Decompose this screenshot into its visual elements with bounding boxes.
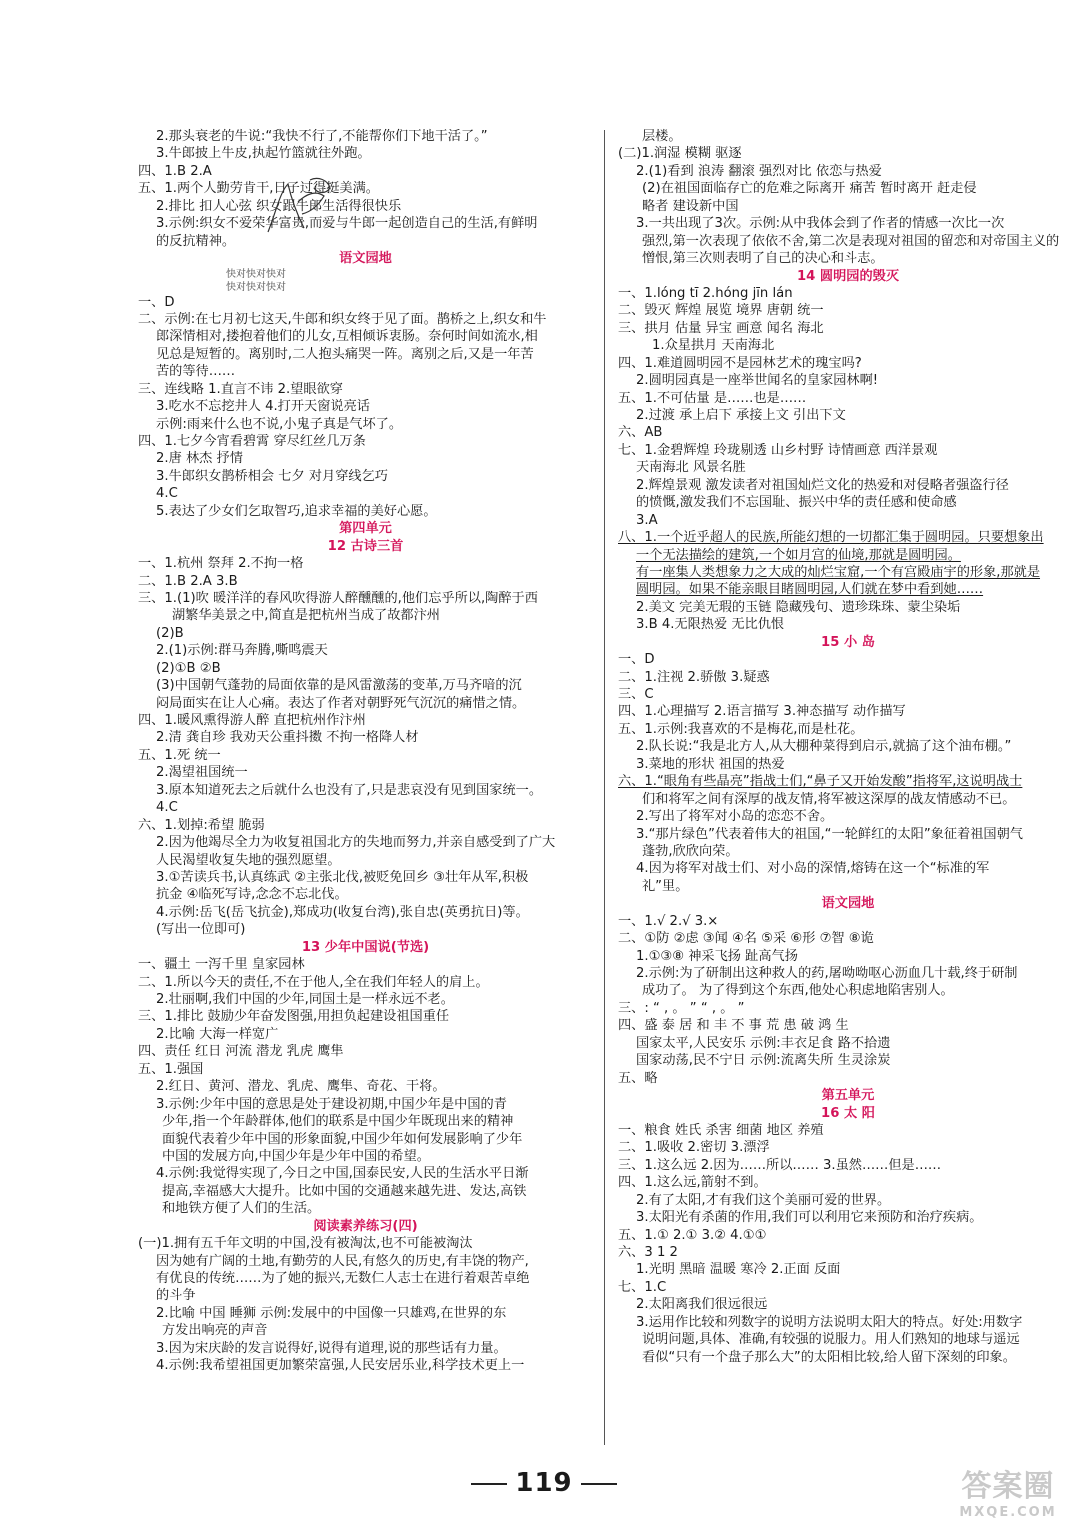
section-heading: 语文园地 — [821, 896, 875, 912]
underlined-text: 圆明园。如果不能亲眼目睹圆明园,人们就在梦中看到她…… — [636, 582, 984, 598]
right-answer-line: 2.(1)看到 浪涛 翻滚 强烈对比 依恋与热爱 — [636, 163, 882, 179]
right-answer-line: 五、略 — [618, 1070, 658, 1086]
right-answer-line: 1.众星拱月 天南海北 — [652, 338, 775, 354]
left-answer-line: 2.清 龚自珍 我劝天公重抖擞 不拘一格降人材 — [156, 730, 419, 746]
left-answer-line: 2.渴望祖国统一 — [156, 765, 248, 781]
handwritten-note: 快对快对快对 — [226, 268, 286, 280]
left-answer-line: 二、1.所以今天的责任,不在于他人,全在我们年轻人的肩上。 — [138, 974, 489, 990]
right-answer-line: 2.美文 完美无瑕的玉链 隐藏残句、遗珍珠珠、蒙尘染垢 — [636, 599, 961, 615]
right-answer-line: 五、1.不可估量 是……也是…… — [618, 390, 807, 406]
right-answer-line: (2)在祖国面临存亡的危难之际离开 痛苦 暂时离开 赶走侵 — [642, 181, 977, 197]
right-answer-line: 看似“只有一个盘子那么大”的太阳相比较,给人留下深刻的印象。 — [642, 1349, 1016, 1365]
right-answer-line: 五、1.① 2.① 3.② 4.①① — [618, 1227, 767, 1243]
left-answer-line: 提高,幸福感大大提升。比如中国的交通越来越先进、发达,高铁 — [162, 1183, 527, 1199]
right-answer-line: 四、1.难道圆明园不是园林艺术的瑰宝吗? — [618, 355, 862, 371]
left-answer-line: 三、连线略 1.直言不讳 2.望眼欲穿 — [138, 381, 343, 397]
left-answer-line: 二、1.B 2.A 3.B — [138, 573, 238, 589]
section-heading: 语文园地 — [339, 251, 392, 267]
left-answer-line: 二、示例:在七月初七这天,牛郎和织女终于见了面。鹊桥之上,织女和牛 — [138, 311, 547, 327]
right-answer-line: 3.“那片绿色”代表着伟大的祖国,“一轮鲜红的太阳”象征着祖国朝气 — [636, 826, 1023, 842]
right-answer-line: 六、3 1 2 — [618, 1245, 678, 1260]
right-answer-line: 3.A — [636, 512, 658, 528]
left-answer-line: 3.①苦读兵书,认真练武 ②主张北伐,被贬免回乡 ③壮年从军,积极 — [156, 869, 529, 885]
left-answer-line: 3.示例:少年中国的意思是处于建设初期,中国少年是中国的青 — [156, 1096, 507, 1112]
left-answer-line: 见总是短暂的。离别时,二人抱头痛哭一阵。离别之后,又是一年苦 — [156, 346, 534, 362]
right-answer-line: 二、①防 ②虑 ③闻 ④名 ⑤采 ⑥形 ⑦智 ⑧诡 — [618, 931, 874, 947]
left-answer-line: 4.示例:我希望祖国更加繁荣富强,人民安居乐业,科学技术更上一 — [156, 1358, 525, 1374]
left-answer-line: 五、1.两个人勤劳肯干,日子过得挺美满。 — [138, 181, 379, 197]
left-answer-line: 2.红日、黄河、潜龙、乳虎、鹰隼、奇花、干将。 — [156, 1079, 446, 1095]
left-answer-line: 示例:雨来什么也不说,小鬼子真是气坏了。 — [156, 416, 403, 432]
left-answer-line: 的斗争 — [156, 1288, 196, 1304]
right-answer-line: 成功了。 为了得到这个东西,他处心积虑地陷害别人。 — [642, 983, 954, 999]
left-answer-line: 2.壮丽啊,我们中国的少年,同国土是一样永远不老。 — [156, 992, 454, 1007]
left-answer-column — [138, 128, 593, 1375]
left-answer-line: 一、1.杭州 祭拜 2.不拘一格 — [138, 556, 304, 572]
left-answer-line: 2.唐 林杰 抒情 — [156, 451, 243, 467]
section-heading: 16 太 阳 — [821, 1105, 875, 1121]
right-answer-line: 三、1.这么远 2.因为……所以…… 3.虽然……但是…… — [618, 1157, 942, 1173]
left-answer-line: 一、D — [138, 294, 175, 310]
right-answer-line: 3.菜地的形状 祖国的热爱 — [636, 756, 785, 772]
right-answer-line: 2.队长说:“我是北方人,从大棚种菜得到启示,就搞了这个油布棚。” — [636, 739, 1012, 755]
right-answer-line: 2.有了太阳,才有我们这个美丽可爱的世界。 — [636, 1192, 891, 1208]
left-answer-line: (2)①B ②B — [156, 660, 221, 676]
left-answer-line: 苦的等待…… — [156, 364, 236, 380]
left-answer-line: 3.原本知道死去之后就什么也没有了,只是悲哀没有见到国家统一。 — [156, 782, 543, 798]
right-answer-line: 2.辉煌景观 激发读者对祖国灿烂文化的热爱和对侵略者强盗行径 — [636, 477, 1009, 493]
left-answer-line: 四、1.暖风熏得游人醉 直把杭州作汴州 — [138, 713, 366, 728]
right-answer-line: 二、毁灭 辉煌 展览 境界 唐朝 统一 — [618, 303, 824, 319]
left-answer-line: 4.C — [156, 800, 178, 816]
left-answer-line: 闷局面实在让人心痛。表达了作者对朝野死气沉沉的痛惜之情。 — [156, 695, 526, 711]
left-answer-line: 一、疆土 一泻千里 皇家园林 — [138, 957, 305, 973]
left-answer-line: (一)1.拥有五千年文明的中国,没有被淘汰,也不可能被淘汰 — [138, 1236, 473, 1252]
right-answer-line: 四、盛 泰 居 和 丰 不 事 荒 患 破 鸿 生 — [618, 1018, 849, 1034]
left-answer-line: 4.示例:岳飞(岳飞抗金),郑成功(收复台湾),张自忠(英勇抗日)等。 — [156, 904, 529, 920]
right-answer-line — [618, 529, 1078, 546]
right-answer-line: 二、1.注视 2.骄傲 3.疑惑 — [618, 669, 770, 685]
right-answer-line: 憎恨,第三次则表明了自己的决心和斗志。 — [642, 251, 884, 267]
watermark-line1: 答案圈 — [961, 1469, 1055, 1504]
right-answer-line: 1.①③⑧ 神采飞扬 趾高气扬 — [636, 948, 798, 964]
left-answer-line: 3.因为宋庆龄的发言说得好,说得有道理,说的那些话有力量。 — [156, 1340, 507, 1356]
right-answer-line: 3.运用作比较和列数字的说明方法说明太阳大的特点。好处:用数字 — [636, 1314, 1023, 1330]
right-answer-line — [618, 773, 1078, 790]
left-answer-line: 2.因为他竭尽全力为收复祖国北方的失地而努力,并亲自感受到了广大 — [156, 835, 556, 851]
underlined-text: 有一座集人类想象力之大成的灿烂宝窟,一个有宫殿庙宇的形象,那就是 — [636, 564, 1041, 580]
left-answer-line: 因为她有广阔的土地,有勤劳的人民,有悠久的历史,有丰饶的物产, — [156, 1253, 529, 1269]
section-heading: 第五单元 — [821, 1088, 875, 1104]
right-answer-line: 3.一共出现了3次。示例:从中我体会到了作者的情感一次比一次 — [636, 216, 1005, 232]
left-answer-line: 3.示例:织女不爱荣华富贵,而爱与牛郎一起创造自己的生活,有鲜明 — [156, 216, 538, 232]
page-number — [0, 1468, 1088, 1498]
left-answer-line: 抗金 ④临死写诗,念念不忘北伐。 — [156, 887, 348, 903]
right-answer-line: 六、AB — [618, 425, 663, 441]
section-heading: 13 少年中国说(节选) — [301, 939, 430, 955]
left-answer-line: 3.吃水不忘挖井人 4.打开天窗说亮话 — [156, 399, 370, 415]
right-answer-line — [618, 547, 1078, 564]
right-answer-line: 五、1.示例:我喜欢的不是梅花,而是杜花。 — [618, 721, 864, 737]
left-answer-line: 面貌代表着少年中国的形象面貌,中国少年如何发展影响了少年 — [162, 1131, 523, 1147]
right-answer-line: 天南海北 风景名胜 — [636, 460, 746, 476]
left-answer-line: 少年,指一个年龄群体,他们的联系是中国少年既现出来的精神 — [162, 1114, 514, 1130]
right-answer-line: 三、C — [618, 687, 654, 702]
left-answer-line: 2.(1)示例:群马奔腾,嘶鸣震天 — [156, 643, 328, 659]
right-answer-line: 2.圆明园真是一座举世闻名的皇家园林啊! — [636, 373, 879, 389]
section-heading: 第四单元 — [339, 521, 392, 537]
right-answer-line: 2.过渡 承上启下 承接上文 引出下文 — [636, 408, 846, 423]
left-answer-line: 4.C — [156, 486, 178, 502]
left-answer-line: 方发出响亮的声音 — [162, 1323, 268, 1339]
left-answer-line: 5.表达了少女们乞取智巧,追求幸福的美好心愿。 — [156, 503, 437, 519]
right-answer-line: 七、1.金碧辉煌 玲珑剔透 山乡村野 诗情画意 西洋景观 — [618, 442, 938, 458]
left-answer-line: 四、1.B 2.A — [138, 163, 212, 179]
right-answer-line: 层楼。 — [642, 129, 682, 144]
right-answer-line: 4.因为将军对战士们、对小岛的深情,熔铸在这一个“标准的军 — [636, 861, 990, 877]
right-answer-line: 3.B 4.无限热爱 无比仇恨 — [636, 617, 785, 633]
left-answer-line: (3)中国朝气蓬勃的局面依靠的是风雷激荡的变革,万马齐喑的沉 — [156, 678, 522, 694]
right-answer-line: 略者 建设新中国 — [642, 198, 739, 214]
left-answer-line: 3.牛郎披上牛皮,执起竹篮就往外跑。 — [156, 146, 371, 162]
left-answer-line: 六、1.划掉:希望 脆弱 — [138, 817, 265, 833]
left-answer-line: 三、1.排比 鼓励少年奋发图强,用担负起建设祖国重任 — [138, 1009, 450, 1025]
right-answer-line: 2.太阳离我们很远很远 — [636, 1297, 768, 1313]
section-heading: 阅读素养练习(四) — [313, 1218, 418, 1234]
left-answer-line: 有优良的传统……为了她的振兴,无数仁人志士在进行着艰苦卓绝 — [156, 1271, 530, 1286]
left-answer-line: 和地铁方便了人们的生活。 — [162, 1201, 321, 1217]
page-number-dash-left — [471, 1483, 507, 1485]
right-answer-line: 国家太平,人民安乐 示例:丰衣足食 路不拾遗 — [636, 1035, 891, 1051]
right-answer-line: 四、1.心理描写 2.语言描写 3.神态描写 动作描写 — [618, 704, 906, 720]
right-answer-column — [618, 128, 1078, 1366]
section-heading: 15 小 岛 — [821, 634, 875, 650]
right-answer-line: 1.光明 黑暗 温暖 寒冷 2.正面 反面 — [636, 1262, 841, 1278]
right-answer-line: 一、1.lóng tī 2.hóng jīn lán — [618, 285, 793, 301]
right-answer-line: 2.写出了将军对小岛的恋恋不舍。 — [636, 809, 834, 825]
right-answer-line — [618, 581, 1078, 598]
right-answer-line: 七、1.C — [618, 1279, 667, 1295]
underlined-text: 六、1.“眼角有些晶亮”指战士们,“鼻子又开始发酸”指将军,这说明战士 — [618, 774, 1023, 790]
right-answer-line: 三、拱月 估量 异宝 画意 闻名 海北 — [618, 320, 824, 336]
left-answer-line: 四、1.七夕今宵看碧霄 穿尽红丝几万条 — [138, 434, 366, 449]
right-answer-line: 国家动荡,民不宁日 示例:流离失所 生灵涂炭 — [636, 1053, 891, 1069]
handwritten-scribble — [258, 172, 338, 242]
right-answer-line: 礼”里。 — [642, 878, 689, 894]
section-heading: 12 古诗三首 — [327, 538, 404, 554]
right-answer-line — [618, 564, 1078, 581]
left-answer-line: 人民渴望收复失地的强烈愿望。 — [156, 852, 341, 868]
left-answer-line: 三、1.(1)吹 暖洋洋的春风吹得游人醉醺醺的,他们忘乎所以,陶醉于西 — [138, 590, 538, 606]
right-answer-line: 们和将军之间有深厚的战友情,将军被这深厚的战友情感动不已。 — [642, 791, 1016, 807]
right-answer-line: 2.示例:为了研制出这种救人的药,屠呦呦呕心沥血几十载,终于研制 — [636, 966, 1018, 981]
left-answer-line: 2.比喻 中国 睡狮 示例:发展中的中国像一只雄鸡,在世界的东 — [156, 1305, 507, 1321]
right-answer-line: 二、1.吸收 2.密切 3.漂浮 — [618, 1140, 770, 1156]
page-number-dash-right — [581, 1483, 617, 1485]
right-answer-line: 强烈,第一次表现了依依不舍,第二次是表现对祖国的留恋和对帝国主义的 — [642, 233, 1060, 249]
right-answer-line: 说明问题,具体、准确,有较强的说服力。用人们熟知的地球与遥远 — [642, 1332, 1020, 1348]
underlined-text: 一个无法描绘的建筑,一个如月宫的仙境,那就是圆明园。 — [636, 547, 961, 563]
section-heading: 14 圆明园的毁灭 — [796, 268, 900, 284]
right-answer-line: 四、1.这么远,箭射不到。 — [618, 1175, 767, 1191]
left-answer-line: (2)B — [156, 625, 184, 641]
left-answer-line: (写出一位即可) — [156, 922, 246, 938]
page-number-text: 119 — [515, 1468, 573, 1498]
right-answer-line: 的愤慨,激发我们不忘国耻、振兴中华的责任感和使命感 — [636, 495, 957, 511]
handwritten-note: 快对快对快对 — [226, 281, 286, 293]
right-answer-line: 一、1.√ 2.√ 3.× — [618, 913, 719, 929]
left-answer-line: 五、1.强国 — [138, 1061, 204, 1077]
left-answer-line: 3.牛郎织女鹊桥相会 七夕 对月穿线乞巧 — [156, 468, 388, 484]
underlined-text: 八、1.一个近乎超人的民族,所能幻想的一切都汇集于圆明园。只要想象出 — [618, 530, 1044, 546]
right-answer-line: 一、D — [618, 652, 655, 668]
left-answer-line: 五、1.死 统一 — [138, 747, 221, 763]
column-divider — [604, 130, 605, 1445]
right-answer-line: 一、粮食 姓氏 杀害 细菌 地区 养殖 — [618, 1122, 824, 1138]
right-answer-line: (二)1.润湿 模糊 驱逐 — [618, 146, 742, 162]
right-answer-line: 蓬勃,欣欣向荣。 — [642, 843, 739, 859]
left-answer-line: 2.那头衰老的牛说:“我快不行了,不能帮你们下地干活了。” — [156, 129, 488, 144]
left-answer-line: 郎深情相对,搂抱着他们的儿女,互相倾诉衷肠。奈何时间如流水,相 — [156, 329, 538, 345]
left-answer-line: 湖繁华美景之中,简直是把杭州当成了故都汴州 — [172, 608, 440, 624]
left-answer-line: 中国的发展方向,中国少年是少年中国的希望。 — [162, 1148, 430, 1164]
left-answer-line: 2.排比 扣人心弦 织女跟牛郎生活得很快乐 — [156, 198, 402, 214]
left-answer-line: 2.比喻 大海一样宽广 — [156, 1026, 279, 1042]
right-answer-line: 3.太阳光有杀菌的作用,我们可以利用它来预防和治疗疾病。 — [636, 1210, 983, 1226]
watermark-logo — [938, 1470, 1078, 1528]
left-answer-line: 4.示例:我觉得实现了,今日之中国,国泰民安,人民的生活水平日渐 — [156, 1166, 529, 1182]
left-answer-line: 四、责任 红日 河流 潜龙 乳虎 鹰隼 — [138, 1044, 344, 1060]
watermark-line2: MXQE.COM — [959, 1505, 1057, 1520]
left-answer-line: 的反抗精神。 — [156, 233, 236, 249]
right-answer-line: 三、: “ , 。 ” “ , 。 ” — [618, 1000, 745, 1016]
